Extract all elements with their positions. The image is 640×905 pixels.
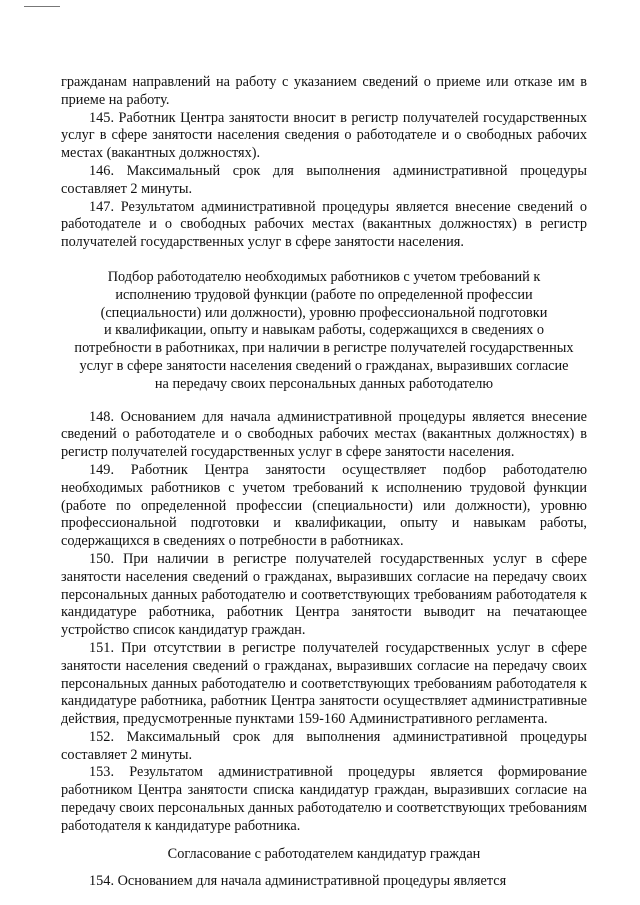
heading-line: услуг в сфере занятости населения сведений о гражданах, выразивших согласие [79, 357, 569, 374]
paragraph-154: 154. Основанием для начала административной процедуры является [89, 873, 507, 890]
heading-line: (специальности) или должности), уровню профессиональной подготовки [100, 304, 548, 321]
heading-line: исполнению трудовой функции (работе по определенной профессии [115, 286, 533, 303]
paragraph-148: 148. Основанием для начала административной процедуры является внесение сведений о работодателе и о свободных рабочих местах (вакантных должностях) в регистр получателей государственных услуг в сфере занятости населения. [61, 408, 587, 461]
paragraph-147: 147. Результатом административной процедуры является внесение сведений о работодателе и о свободных рабочих местах (вакантных должностях) в регистр получателей государственных услуг в сфере занятости населения. [61, 198, 587, 251]
section-heading-1 [61, 269, 587, 394]
document-text [61, 74, 587, 891]
heading-line: Подбор работодателю необходимых работников с учетом требований к [107, 268, 541, 285]
paragraph-146: 146. Максимальный срок для выполнения административной процедуры составляет 2 минуты. [61, 162, 587, 197]
heading-line: потребности в работниках, при наличии в регистре получателей государственных [74, 340, 574, 357]
paragraph-153: 153. Результатом административной процедуры является формирование работником Центра занятости списка кандидатур граждан, выразивших согласие на передачу своих персональных данных работодателю и соответствующих требованиям работодателя к кандидатуре работника. [61, 764, 587, 834]
paragraph-149: 149. Работник Центра занятости осуществляет подбор работодателю необходимых работников с учетом требований к исполнению трудовой функции (работе по определенной профессии (специальности) или должности), уровню профессиональной подготовки и квалификации, опыту и навыкам работы, содержащихся в сведениях о потребности в работниках. [61, 461, 587, 550]
paragraph-151: 151. При отсутствии в регистре получателей государственных услуг в сфере занятости населения сведений о гражданах, выразивших согласие на передачу своих персональных данных работодателю и соответствующих требованиям работодателя к кандидатуре работника, работник Центра занятости осуществляет административные действия, предусмотренные пунктами 159-160 Административного регламента. [61, 639, 587, 728]
heading-line: на передачу своих персональных данных работодателю [154, 375, 494, 392]
paragraph-150: 150. При наличии в регистре получателей государственных услуг в сфере занятости населения сведений о гражданах, выразивших согласие на передачу своих персональных данных работодателю и соответствующих требованиям работодателя к кандидатуре работника, работник Центра занятости выводит на печатающее устройство список кандидатур граждан. [61, 550, 587, 639]
scan-mark [24, 6, 60, 7]
paragraph-145: 145. Работник Центра занятости вносит в регистр получателей государственных услуг в сфере занятости населения сведения о работодателе и о свободных рабочих местах (вакантных должностях). [61, 109, 587, 162]
paragraph-144-continued: гражданам направлений на работу с указанием сведений о приеме или отказе им в приеме на работу. [61, 74, 587, 108]
section-heading-2: Согласование с работодателем кандидатур граждан [167, 845, 481, 862]
heading-line: и квалификации, опыту и навыкам работы, содержащихся в сведениях о [103, 322, 545, 339]
paragraph-152: 152. Максимальный срок для выполнения административной процедуры составляет 2 минуты. [61, 728, 587, 763]
